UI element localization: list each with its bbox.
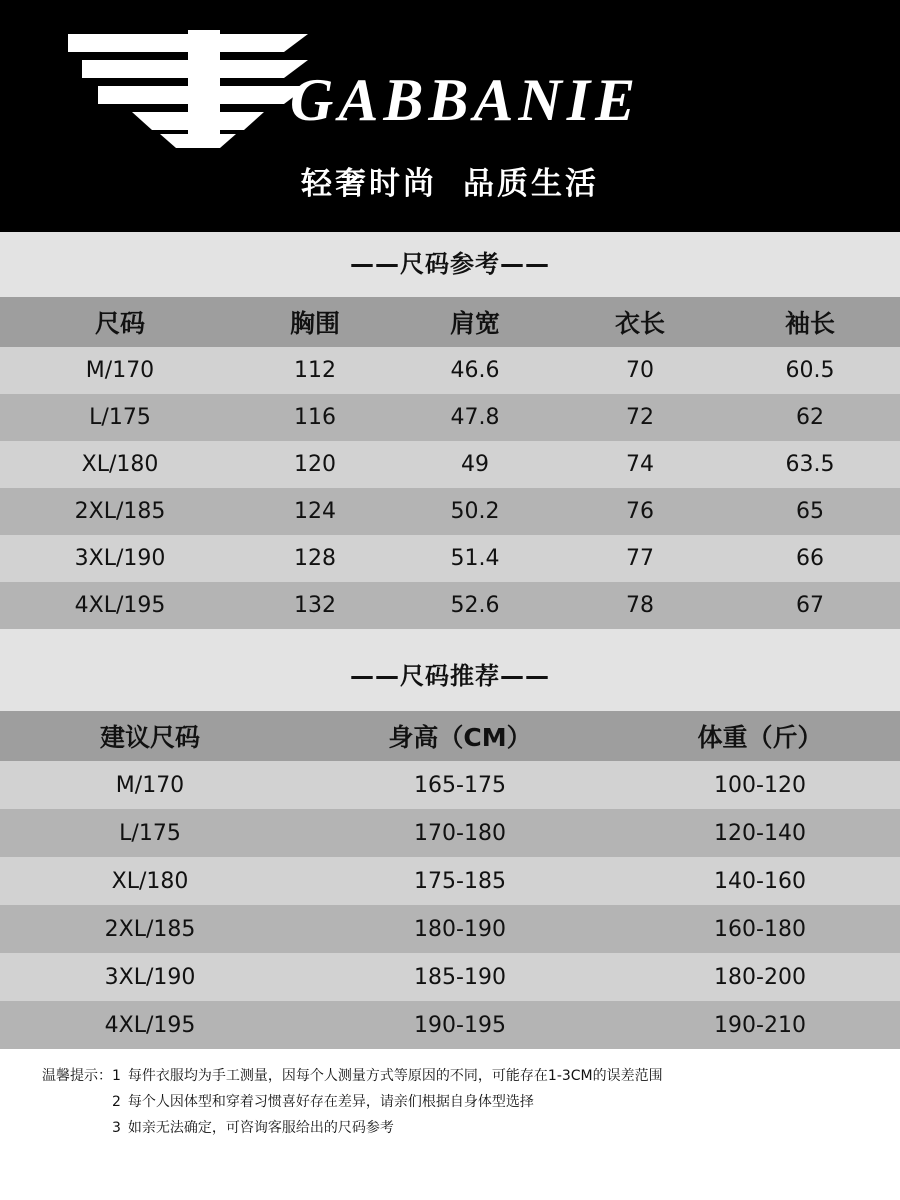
cell-size: XL/180 — [0, 857, 300, 905]
cell-size: XL/180 — [0, 441, 240, 488]
cell-height: 175-185 — [300, 857, 620, 905]
table-row — [0, 1001, 900, 1049]
cell-length: 76 — [560, 488, 720, 535]
cell-height: 190-195 — [300, 1001, 620, 1049]
cell-shoulder: 51.4 — [390, 535, 560, 582]
cell-shoulder: 50.2 — [390, 488, 560, 535]
cell-weight: 190-210 — [620, 1001, 900, 1049]
column-header: 衣长 — [560, 297, 720, 347]
table-header-row — [0, 297, 900, 347]
note-text: 如亲无法确定，可咨询客服给出的尺码参考 — [127, 1120, 394, 1136]
brand-name: GABBANIE — [290, 67, 641, 133]
table-row — [0, 347, 900, 394]
logo-row — [0, 22, 900, 147]
cell-size: M/170 — [0, 761, 300, 809]
column-header: 体重（斤） — [620, 711, 900, 761]
table-row — [0, 809, 900, 857]
cell-length: 77 — [560, 535, 720, 582]
cell-chest: 132 — [240, 582, 390, 629]
cell-size: 3XL/190 — [0, 953, 300, 1001]
cell-chest: 128 — [240, 535, 390, 582]
table-row — [0, 394, 900, 441]
cell-size: L/175 — [0, 394, 240, 441]
cell-shoulder: 47.8 — [390, 394, 560, 441]
column-header: 袖长 — [720, 297, 900, 347]
note-number: 2 — [112, 1094, 121, 1110]
cell-chest: 112 — [240, 347, 390, 394]
cell-size: 2XL/185 — [0, 905, 300, 953]
recommend-section-title: ——尺码推荐—— — [0, 641, 900, 711]
table-row — [0, 953, 900, 1001]
column-header: 建议尺码 — [0, 711, 300, 761]
note-item — [0, 1115, 900, 1141]
cell-sleeve: 62 — [720, 394, 900, 441]
table-row — [0, 441, 900, 488]
cell-size: 4XL/195 — [0, 582, 240, 629]
cell-sleeve: 67 — [720, 582, 900, 629]
cell-height: 165-175 — [300, 761, 620, 809]
table-row — [0, 488, 900, 535]
column-header: 肩宽 — [390, 297, 560, 347]
section-spacer — [0, 629, 900, 641]
brand-slogan — [0, 158, 900, 203]
cell-height: 185-190 — [300, 953, 620, 1001]
cell-chest: 120 — [240, 441, 390, 488]
cell-length: 72 — [560, 394, 720, 441]
cell-size: 4XL/195 — [0, 1001, 300, 1049]
table-header-row — [0, 711, 900, 761]
note-text: 每件衣服均为手工测量，因每个人测量方式等原因的不同，可能存在1-3CM的误差范围 — [127, 1068, 663, 1084]
cell-height: 180-190 — [300, 905, 620, 953]
table-row — [0, 905, 900, 953]
cell-sleeve: 60.5 — [720, 347, 900, 394]
table-row — [0, 857, 900, 905]
column-header: 胸围 — [240, 297, 390, 347]
cell-weight: 120-140 — [620, 809, 900, 857]
cell-weight: 160-180 — [620, 905, 900, 953]
cell-length: 74 — [560, 441, 720, 488]
column-header: 尺码 — [0, 297, 240, 347]
notes-lead: 温馨提示： — [42, 1068, 112, 1084]
brand-banner — [0, 0, 900, 232]
table-row — [0, 535, 900, 582]
column-header: 身高（CM） — [300, 711, 620, 761]
cell-sleeve: 65 — [720, 488, 900, 535]
cell-weight: 180-200 — [620, 953, 900, 1001]
cell-chest: 124 — [240, 488, 390, 535]
note-text: 每个人因体型和穿着习惯喜好存在差异，请亲们根据自身体型选择 — [127, 1094, 534, 1110]
table-row — [0, 582, 900, 629]
note-number: 1 — [112, 1068, 121, 1084]
eagle-logo-icon — [68, 30, 308, 148]
size-recommendation-table — [0, 711, 900, 1049]
note-item — [0, 1089, 900, 1115]
note-item — [0, 1063, 900, 1089]
cell-sleeve: 63.5 — [720, 441, 900, 488]
cell-size: M/170 — [0, 347, 240, 394]
slogan-left: 轻奢时尚 — [301, 166, 437, 202]
notes-section — [0, 1049, 900, 1141]
cell-size: 3XL/190 — [0, 535, 240, 582]
cell-weight: 140-160 — [620, 857, 900, 905]
size-reference-table — [0, 297, 900, 629]
cell-weight: 100-120 — [620, 761, 900, 809]
cell-size: L/175 — [0, 809, 300, 857]
cell-shoulder: 52.6 — [390, 582, 560, 629]
cell-shoulder: 46.6 — [390, 347, 560, 394]
cell-shoulder: 49 — [390, 441, 560, 488]
size-section-title: ——尺码参考—— — [0, 232, 900, 297]
note-number: 3 — [112, 1120, 121, 1136]
slogan-right: 品质生活 — [463, 166, 599, 202]
cell-length: 78 — [560, 582, 720, 629]
cell-sleeve: 66 — [720, 535, 900, 582]
cell-height: 170-180 — [300, 809, 620, 857]
cell-chest: 116 — [240, 394, 390, 441]
cell-length: 70 — [560, 347, 720, 394]
cell-size: 2XL/185 — [0, 488, 240, 535]
table-row — [0, 761, 900, 809]
